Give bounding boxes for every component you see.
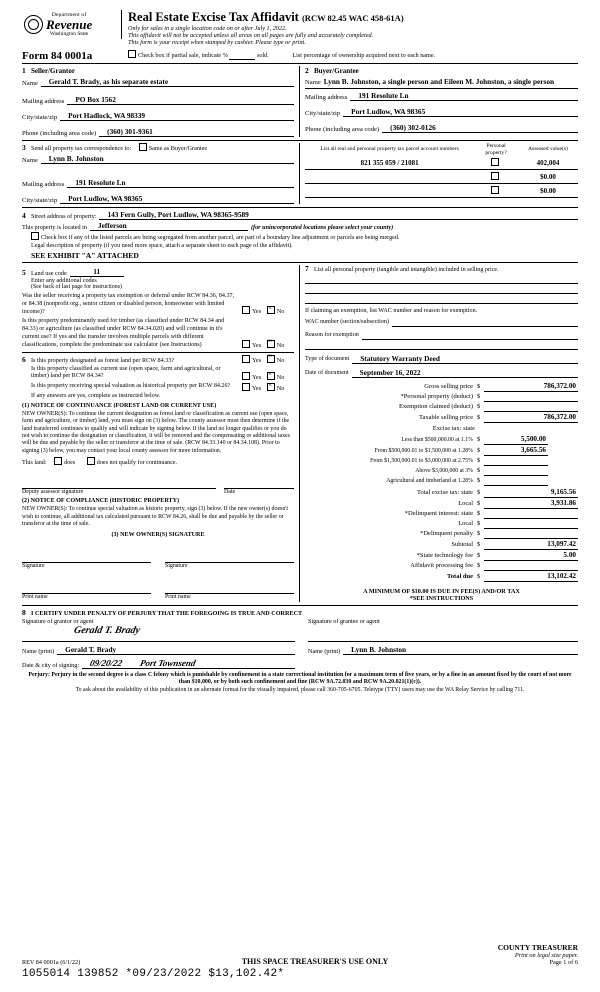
correspondence-label: Send all property tax correspondence to: xyxy=(31,145,132,152)
tech-fee-label: *State technology fee xyxy=(416,551,473,559)
assessed-value-0[interactable]: 402,004 xyxy=(518,156,578,170)
buyer-number: 2 xyxy=(305,66,309,75)
form-title xyxy=(128,10,578,25)
doc-type-label: Type of document xyxy=(305,355,350,362)
tier-value-0[interactable]: 5,500.00 xyxy=(484,434,548,445)
does-not-label: does not qualify for continuance. xyxy=(96,460,178,467)
personal-property-intro: List all personal property (tangible and intangible) included in selling price. xyxy=(314,266,499,273)
q-exemption-yes[interactable] xyxy=(242,306,250,314)
additional-codes-label: Enter any additional codes xyxy=(31,276,97,284)
section3-number: 3 xyxy=(22,143,26,152)
buyer-mailing-label: Mailing address xyxy=(305,94,348,101)
personal-check-2[interactable] xyxy=(474,184,518,198)
tier-value-4[interactable] xyxy=(484,485,548,486)
corr-name-value[interactable]: Lynn B. Johnston xyxy=(41,154,294,164)
page-number: Page 1 of 6 xyxy=(549,959,578,966)
grantor-signature-ink: Gerald T. Brady xyxy=(72,624,142,636)
grantee-print-value[interactable]: Lynn B. Johnston xyxy=(343,645,578,655)
certification-section xyxy=(22,608,578,694)
doc-type-value[interactable]: Statutory Warranty Deed xyxy=(352,354,578,364)
yes-label-2: Yes xyxy=(252,341,262,349)
processing-fee-label: Affidavit processing fee xyxy=(410,561,473,569)
legal-description-value[interactable]: SEE EXHIBIT "A" ATTACHED xyxy=(31,250,139,260)
state-label: Washington State xyxy=(49,31,89,37)
new-owner-signature-2[interactable] xyxy=(165,550,294,563)
taxable-price-label: Taxable selling price xyxy=(418,413,473,421)
seller-phone-value[interactable]: (360) 301-9361 xyxy=(99,127,294,137)
tier-value-3[interactable] xyxy=(484,475,548,476)
tier-value-1[interactable]: 3,665.56 xyxy=(484,445,548,456)
certification-heading: I CERTIFY UNDER PENALTY OF PERJURY THAT THE FOREGOING IS TRUE AND CORRECT xyxy=(31,609,303,617)
form-number: Form 84 0001a xyxy=(22,50,93,62)
delinq-interest-state-label: *Delinquent interest: state xyxy=(404,509,473,517)
grantor-signature-label: Signature of grantor or agent xyxy=(22,617,94,625)
dollar-sign-3: $ xyxy=(477,402,481,410)
print-legal-note: Print on legal size paper. xyxy=(514,952,578,959)
gross-price-value[interactable]: 786,372.00 xyxy=(484,381,578,392)
section4-number: 4 xyxy=(22,211,26,220)
assessed-value-2[interactable]: $0.00 xyxy=(518,184,578,198)
grantee-signature-field[interactable] xyxy=(308,625,578,642)
form-title-text: Real Estate Excise Tax Affidavit xyxy=(128,10,299,24)
signature-label-2: Signature xyxy=(165,563,188,570)
signature-label-1: Signature xyxy=(22,563,45,570)
reason-label: Reason for exemption xyxy=(305,331,359,338)
wac-value[interactable] xyxy=(392,326,578,327)
same-as-buyer-label: Same as Buyer/Grantee xyxy=(148,145,208,152)
buyer-phone-value[interactable]: (360) 302-0126 xyxy=(382,123,578,133)
availability-note: To ask about the availability of this publication in an alternate format for the visually impaired, please call 360-705-6705. Teletype (TTY) users may use the WA Relay Service by calling 711. xyxy=(75,686,525,693)
dollar-sign-2: $ xyxy=(477,392,481,400)
segregation-checkbox[interactable] xyxy=(31,232,39,240)
excise-tax-header: Excise tax: state xyxy=(432,424,475,432)
subline-2: This affidavit will not be accepted unless all areas on all pages are fully and accurately completed. xyxy=(128,32,374,39)
new-owner-printname-1[interactable] xyxy=(22,581,151,594)
parcel-accounts-section xyxy=(300,143,578,204)
see-instructions-note: *SEE INSTRUCTIONS xyxy=(409,594,474,602)
section7-number: 7 xyxy=(305,263,309,273)
q-forest-no[interactable] xyxy=(267,355,275,363)
total-local-label: Local xyxy=(458,499,473,507)
same-as-buyer-checkbox[interactable] xyxy=(139,143,147,151)
yes-label-3: Yes xyxy=(252,356,262,364)
delinq-interest-local-value[interactable] xyxy=(484,528,578,529)
city-signed-ink: Port Townsend xyxy=(138,657,197,668)
seller-mailing-value[interactable]: PO Box 1562 xyxy=(67,95,294,105)
subline-3: This form is your receipt when stamped by cashier. Please type or print. xyxy=(128,39,306,46)
buyer-heading: Buyer/Grantee xyxy=(314,67,359,75)
q-historic-no[interactable] xyxy=(267,383,275,391)
no-label-3: No xyxy=(276,356,285,364)
street-address-label: Street address of property: xyxy=(31,213,97,220)
dollar-sign-4: $ xyxy=(477,413,481,421)
dollar-sign-1: $ xyxy=(477,382,481,390)
q-historic-yes[interactable] xyxy=(242,383,250,391)
subtotal-label: Subtotal xyxy=(451,540,473,548)
parcel-value-1[interactable] xyxy=(305,170,474,184)
dollar-sign-7: $ xyxy=(477,456,481,464)
county-treasurer-label: COUNTY TREASURER xyxy=(497,943,578,952)
no-label-1: No xyxy=(276,308,285,316)
does-not-qualify-checkbox[interactable] xyxy=(87,457,95,465)
personal-property-line-3[interactable] xyxy=(305,294,578,304)
street-address-value[interactable]: 143 Fern Gully, Port Ludlow, WA 98365-9589 xyxy=(99,210,578,220)
parcel-value-0[interactable]: 821 355 059 / 21081 xyxy=(305,156,474,170)
q-forest-yes[interactable] xyxy=(242,355,250,363)
date-city-label: Date & city of signing: xyxy=(22,661,80,669)
title-block xyxy=(122,10,578,46)
grantor-signature-field[interactable] xyxy=(22,625,295,642)
sold-label: sold. xyxy=(256,52,269,59)
form-title-rcw: (RCW 82.45 WAC 458-61A) xyxy=(301,13,404,23)
corr-city-value[interactable]: Port Ludlow, WA 98365 xyxy=(60,194,294,204)
grantor-sign-block xyxy=(22,618,300,669)
no-label-2: No xyxy=(276,341,285,349)
dollar-sign-9: $ xyxy=(477,476,481,484)
county-value[interactable]: Jefferson xyxy=(90,221,248,231)
tech-fee-value[interactable]: 5.00 xyxy=(484,550,578,561)
exemption-deduct-label: Exemption claimed (deduct) xyxy=(398,402,473,410)
seller-number: 1 xyxy=(22,66,26,75)
q-currentuse-yes[interactable] xyxy=(242,372,250,380)
doc-date-label: Date of document xyxy=(305,369,349,376)
buyer-city-value[interactable]: Port Ludlow, WA 98365 xyxy=(343,107,578,117)
minimum-due-note: A MINIMUM OF $10.00 IS DUE IN FEE(S) AND/OR TAX xyxy=(363,587,520,595)
new-owner-signature-1[interactable] xyxy=(22,550,151,563)
delinq-interest-state-value[interactable] xyxy=(484,518,578,519)
corr-name-label: Name xyxy=(22,157,38,164)
legal-note: Legal description of property (if you need more space, attach a separate sheet to each page of the affidavit). xyxy=(31,242,293,249)
grantee-signature-label: Signature of grantee or agent xyxy=(308,617,380,625)
doc-date-value[interactable]: September 16, 2022 xyxy=(352,368,578,378)
historic-text: NEW OWNER(S): To continue special valuation as historic property, sign (3) below. If the new owner(s) doesn't wish to continue, all additional tax calculated pursuant to RCW 84.26, shall be due and payable by the seller or transferor at the time of sale. xyxy=(22,506,288,528)
seller-name-value[interactable]: Gerald T. Brady, as his separate estate xyxy=(41,77,294,87)
partial-sale-checkbox[interactable] xyxy=(128,50,136,58)
grantor-print-label: Name (print) xyxy=(22,647,55,655)
dollar-sign-5: $ xyxy=(477,435,481,443)
segregation-note: Check box if any of the listed parcels are being segregated from another parcel, are part of a boundary line adjustment or parcels are being merged. xyxy=(41,235,400,241)
revenue-wordmark: Revenue xyxy=(46,17,93,32)
new-owner-printname-2[interactable] xyxy=(165,581,294,594)
printname-label-1: Print name xyxy=(22,593,48,600)
tier-value-2[interactable] xyxy=(484,465,548,466)
treasurer-stamp: 1055014 139852 *09/23/2022 $13,102.42* xyxy=(22,968,285,980)
historic-title: (2) NOTICE OF COMPLIANCE (HISTORIC PROPERTY) xyxy=(22,498,180,505)
seller-city-value[interactable]: Port Hadlock, WA 98339 xyxy=(60,111,294,121)
continuance-title: (1) NOTICE OF CONTINUANCE (FOREST LAND OR CURRENT USE) xyxy=(22,402,217,409)
corr-city-label: City/state/zip xyxy=(22,197,58,204)
total-state-label: Total excise tax: state xyxy=(416,488,473,496)
this-land-label: This land: xyxy=(22,460,47,467)
correspondence-section xyxy=(22,143,300,204)
form-sheet xyxy=(22,10,578,694)
personal-deduct-value[interactable] xyxy=(484,401,578,402)
rev-number: REV 84 0001a (6/1/22) xyxy=(22,959,81,966)
taxable-price-value[interactable]: 786,372.00 xyxy=(484,412,578,423)
total-due-value[interactable]: 13,102.42 xyxy=(484,571,578,582)
seller-heading: Seller/Grantor xyxy=(31,67,75,75)
parcel-value-2[interactable] xyxy=(305,184,474,198)
section6-number: 6 xyxy=(22,354,26,364)
personal-property-line-1[interactable] xyxy=(305,274,578,284)
gross-price-label: Gross selling price xyxy=(424,382,473,390)
buyer-section xyxy=(300,66,578,137)
tier-label-1: From $500,000.01 to $1,500,000 at 1.28% xyxy=(374,447,473,454)
buyer-city-label: City/state/zip xyxy=(305,110,341,117)
no-label-4: No xyxy=(276,374,285,382)
table-row xyxy=(305,184,578,198)
yes-label-5: Yes xyxy=(252,385,262,393)
treasurer-space-label: THIS SPACE TREASURER'S USE ONLY xyxy=(241,957,389,966)
land-use-label: Land use code xyxy=(31,269,67,277)
corr-mailing-label: Mailing address xyxy=(22,181,65,188)
yes-label-4: Yes xyxy=(252,374,262,382)
q-historic-text: Is this property receiving special valuation as historical property per RCW 84.26? xyxy=(31,383,231,390)
section8-number: 8 xyxy=(22,607,26,617)
exemption-instruction: If claiming an exemption, list WAC number and reason for exemption. xyxy=(305,308,478,315)
assessor-signature-label: Deputy assessor signature xyxy=(22,489,84,495)
form-footer xyxy=(22,943,578,980)
located-in-label: This property is located in xyxy=(22,224,87,231)
q-currentuse-no[interactable] xyxy=(267,372,275,380)
grantee-sign-block xyxy=(300,618,578,669)
assessor-date-label: Date xyxy=(224,489,236,495)
new-owner-signature-title: (3) NEW OWNER(S) SIGNATURE xyxy=(111,532,205,539)
assessed-value-1[interactable]: $0.00 xyxy=(518,170,578,184)
dollar-sign-8: $ xyxy=(477,466,481,474)
subtotal-value[interactable]: 13,097.42 xyxy=(484,539,578,550)
tier-label-0: Less than $500,000.00 at 1.1% xyxy=(401,436,473,443)
printname-label-2: Print name xyxy=(165,593,191,600)
assessor-date-field[interactable] xyxy=(224,476,294,489)
no-label-5: No xyxy=(276,385,285,393)
q-currentuse-text: Is this property classified as current use (open space, farm and agricultural, or timber) land per RCW 84.34? xyxy=(31,365,221,380)
date-signed-ink: 09/20/22 xyxy=(89,657,124,668)
buyer-name-value[interactable]: Lynn B. Johnston, a single person and Eileen M. Johnston, a single person xyxy=(323,77,555,86)
q-exemption-text: Was the seller receiving a property tax exemption or deferral under RCW 84.36, 84.37, or 84.38 (nonprofit org., senior citizen or disabled person, homeowner with limited income)? xyxy=(22,293,235,315)
total-state-value[interactable]: 9,165.56 xyxy=(484,487,578,498)
seller-phone-label: Phone (including area code) xyxy=(22,130,97,137)
perjury-note: Perjury: Perjury in the second degree is a class C felony which is punishable by confinement in a state correctional institution for a maximum term of five years, or by a fine in an amount fixed by the court of not more than $10,000, or by both such confinement and fine (RCW 9A.72.030 and RCW 9A.20.021(1)(c)). xyxy=(28,671,572,686)
seller-mailing-label: Mailing address xyxy=(22,98,65,105)
corr-mailing-value[interactable]: 191 Resolute Ln xyxy=(67,178,294,188)
seller-city-label: City/state/zip xyxy=(22,114,58,121)
total-due-label: Total due xyxy=(447,572,473,580)
department-label: Department of xyxy=(51,12,87,18)
form-header xyxy=(22,10,578,46)
yes-label-1: Yes xyxy=(252,308,262,316)
reason-line-2[interactable] xyxy=(305,340,578,350)
located-note: (for unincorporated locations please select your county) xyxy=(250,224,394,231)
date-city-value[interactable] xyxy=(82,659,295,669)
grantor-print-value[interactable]: Gerald T. Brady xyxy=(57,645,295,655)
personal-col-header: Personal property? xyxy=(485,143,507,156)
back-of-page-note: (See back of last page for instructions) xyxy=(31,283,122,290)
total-local-value[interactable]: 3,931.86 xyxy=(484,498,578,509)
buyer-mailing-value[interactable]: 191 Resolute Ln xyxy=(350,91,578,101)
q-exemption-no[interactable] xyxy=(267,306,275,314)
tier-label-4: Agricultural and timberland at 1.28% xyxy=(386,477,473,484)
partial-sale-label: Check box if partial sale, indicate % xyxy=(138,52,228,59)
tier-label-2: From $1,500,000.01 to $3,000,000 at 2.75% xyxy=(370,457,473,464)
continuance-text: NEW OWNER(S): To continue the current designation as forest land or classification as current use (open space, farm and agriculture, or timber) land, you must sign on (3) below. The county assessor must then determine if the land transferred continues to qualify and will indicate by signing below. If the land no longer qualifies or you do not wish to continue the designation or classification, it will be removed and the compensating or additional taxes will be due and payable by the seller or transferor at the time of sale. (RCW 84.33.140 or 84.34.108). Prior to signing (3) below, you may contact your local county assessor for more information. xyxy=(22,410,290,454)
section5-number: 5 xyxy=(22,267,26,277)
assessor-signature-field[interactable] xyxy=(22,476,216,489)
reason-value[interactable] xyxy=(362,339,578,340)
assessed-col-header: Assessed value(s) xyxy=(528,146,568,153)
personal-check-1[interactable] xyxy=(474,170,518,184)
table-row xyxy=(305,156,578,170)
if-any-yes-note: If any answers are yes, complete as instructed below. xyxy=(31,393,161,400)
land-use-value[interactable]: 11 xyxy=(70,267,124,277)
ownership-note: List percentage of ownership acquired next to each name. xyxy=(292,52,436,59)
personal-check-0[interactable] xyxy=(474,156,518,170)
seller-section xyxy=(22,66,300,137)
tier-label-3: Above $3,000,000 at 3% xyxy=(415,467,473,474)
q-timber-text: Is this property predominantly used for timber (as classified under RCW 84.34 and 84.33) or agriculture (as classified under RCW 84.34.020) and will continue in it's current use? If yes and the transfer involves multiple parcels with different classifications, complete the predominate use calculator (see Instructions) xyxy=(22,318,225,348)
buyer-name-label: Name xyxy=(305,79,321,86)
q-timber-yes[interactable] xyxy=(242,340,250,348)
q-timber-no[interactable] xyxy=(267,340,275,348)
parcel-table xyxy=(305,143,578,198)
agency-logo xyxy=(22,10,122,39)
grantee-print-label: Name (print) xyxy=(308,647,341,655)
buyer-phone-label: Phone (including area code) xyxy=(305,126,380,133)
subline-1: Only for sales in a single location code on or after July 1, 2022. xyxy=(128,25,287,32)
state-seal-icon xyxy=(24,15,43,34)
table-row xyxy=(305,170,578,184)
property-address-section xyxy=(22,210,578,260)
delinq-interest-local-label: Local xyxy=(458,519,473,527)
personal-deduct-label: *Personal property (deduct) xyxy=(400,392,473,400)
seller-name-label: Name xyxy=(22,80,38,87)
personal-property-line-2[interactable] xyxy=(305,284,578,294)
dollar-sign-6: $ xyxy=(477,446,481,454)
section5-6-column xyxy=(22,265,300,602)
does-qualify-checkbox[interactable] xyxy=(54,457,62,465)
wac-label: WAC number (section/subsection) xyxy=(305,319,389,326)
parcel-col-header: List all real and personal property tax parcel account numbers xyxy=(320,146,459,153)
q-forest-text: Is this property designated as forest land per RCW 84.33? xyxy=(31,356,175,364)
delinq-penalty-label: *Delinquent penalty xyxy=(420,529,473,537)
does-label: does xyxy=(64,460,76,467)
section7-column: 7 List all personal property (tangible and intangible) included in selling price. If claiming an exemption, list WAC number and reason for exemption. WAC number (section/subsection) Reason for exemption Type of document Statutory Warranty Deed Date of document September 16, 2022 Gross selling price $ 786,372.00 *Personal property (deduct) $ Exemption claimed (deduct) $ Taxable selling price $ 786,372.00 Excise tax: state Less than $500,000.00 at 1.1% $ 5,500.00 From $500,000.01 to $1,500,000 at 1.28% $ 3,665.56 From $1,500,000.01 to $3,000,000 at 2.75% $ Above $3,000,000 at 3% $ Agricultural and timberland at 1.28% $ Total excise tax: state $ 9,165.56 Local $ 3,931.86 *Delinquent interest: state $ Local $ *Delinquent penalty $ Subtotal $ 13,097.42 *State technology fee $ 5.00 Affidavit processing fee $ Total due $ 13,102.42 A MINIMUM OF $10.00 IS DUE IN FEE(S) AND/OR TAX *SEE INSTRUCTIONS xyxy=(305,263,576,602)
